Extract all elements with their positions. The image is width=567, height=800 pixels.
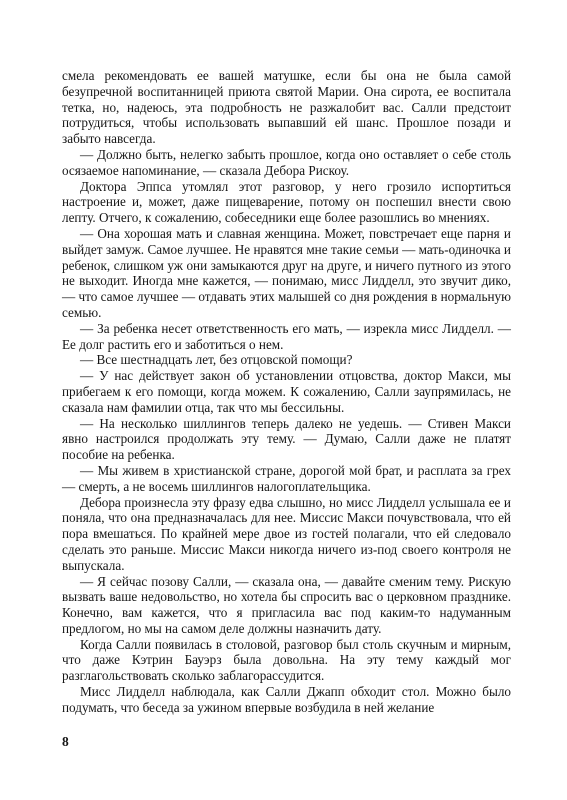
paragraph-12: Когда Салли появилась в столовой, разговор был столь скучным и мирным, что даже Кэтрин Бауэрз была довольна. На эту тему каждый мог разглагольствовать сколько заблагорассудится. — [62, 636, 511, 684]
paragraph-6: — Все шестнадцать лет, без отцовской помощи? — [80, 352, 353, 368]
paragraph-3: Доктора Эппса утомлял этот разговор, у него грозило испортиться настроение и, может, даже пищеварение, потому он поспешил внести свою лепту. Отчего, к сожалению, собеседники еще более разошлись во мнениях. — [62, 178, 511, 226]
paragraph-9: — Мы живем в христианской стране, дорогой мой брат, и расплата за грех — смерть, а не восемь шиллингов налогоплательщика. — [62, 462, 511, 494]
book-page-text — [62, 68, 511, 716]
paragraph-11: — Я сейчас позову Салли, — сказала она, — давайте сменим тему. Рискую вызвать ваше недовольство, но хотела бы спросить вас о церковном празднике. Конечно, вам кажется, что я пригласила вас под каким-то надуманным предлогом, но мы на самом деле должны назначить дату. — [62, 573, 511, 636]
paragraph-1: смела рекомендовать ее вашей матушке, если бы она не была самой безупречной воспитанницей приюта святой Марии. Она сирота, ее воспитала тетка, но, надеюсь, эта подробность не разжалобит вас. Салли предстоит потрудиться, чтобы использовать выпавший ей шанс. Прошлое позади и забыто навсегда. — [62, 68, 511, 147]
paragraph-2: — Должно быть, нелегко забыть прошлое, когда оно оставляет о себе столь осязаемое напоминание, — сказала Дебора Рискоу. — [62, 146, 511, 178]
paragraph-8: — На несколько шиллингов теперь далеко не уедешь. — Стивен Макси явно настроился продолжать эту тему. — Думаю, Салли даже не платят пособие на ребенка. — [62, 415, 511, 463]
paragraph-10: Дебора произнесла эту фразу едва слышно, но мисс Лидделл услышала ее и поняла, что она предназначалась для нее. Миссис Макси почувствовала, что ей пора вмешаться. По крайней мере двое из гостей полагали, что ей следовало сделать это раньше. Миссис Макси никогда ничего из-под своего контроля не выпускала. — [62, 494, 511, 573]
page-number: 8 — [62, 734, 69, 749]
paragraph-13: Мисс Лидделл наблюдала, как Салли Джапп обходит стол. Можно было подумать, что беседа за ужином впервые возбудила в ней желание — [62, 684, 511, 715]
paragraph-7: — У нас действует закон об установлении отцовства, доктор Макси, мы прибегаем к его помощи, когда можем. К сожалению, Салли заупрямилась, не сказала нам фамилии отца, так что мы бессильны. — [62, 368, 511, 415]
paragraph-5: — За ребенка несет ответственность его мать, — изрекла мисс Лидделл. — Ее долг растить его и заботиться о нем. — [62, 320, 511, 352]
paragraph-4: — Она хорошая мать и славная женщина. Может, повстречает еще парня и выйдет замуж. Самое лучшее. Не нравятся мне такие семьи — мать-одиночка и ребенок, слишком уж они замыкаются друг на друге, и ничего путного из этого не выходит. Иногда мне кажется, — понимаю, мисс Лидделл, это звучит дико, — что самое лучшее — отдавать этих малышей со дня рождения в нормальную семью. — [62, 225, 511, 320]
